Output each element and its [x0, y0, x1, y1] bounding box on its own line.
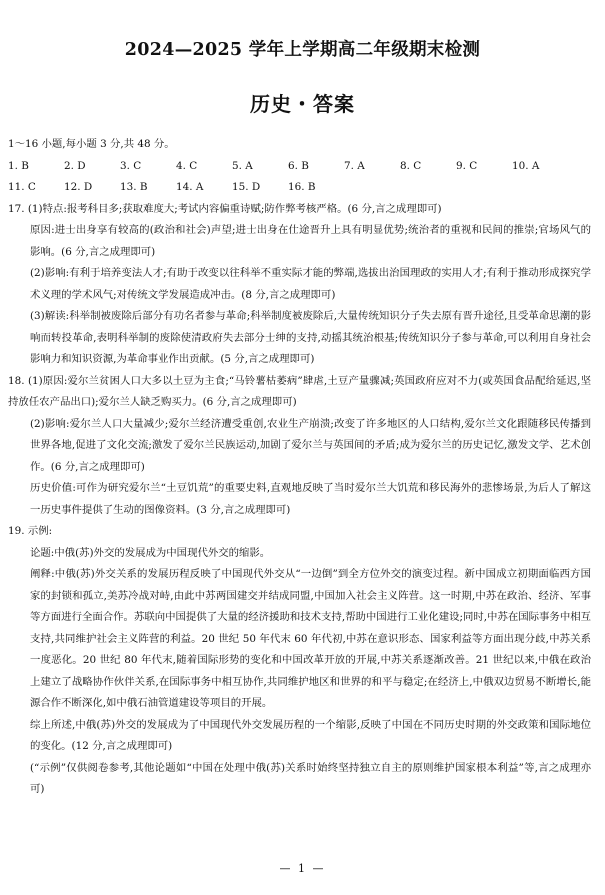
mc-answer: 5. A	[232, 159, 253, 172]
mc-answer: 10. A	[512, 159, 540, 172]
q19-note: (“示例”仅供阅卷参考,其他论题如“中国在处理中俄(苏)关系时始终坚持独立自主的原则维护国家根本利益”等,言之成理亦可)	[30, 761, 591, 795]
mc-answer: 1. B	[8, 159, 29, 172]
q18-part1-reasons: 18. (1)原因:爱尔兰贫困人口大多以土豆为主食;“马铃薯枯萎病”肆虐,土豆产量骤减;英国政府应对不力(或英国食品配给延迟,坚持放任农产品出口);爱尔兰人缺乏购买力。(6 分,言之成理即可)	[8, 374, 591, 408]
q19-conclusion: 综上所述,中俄(苏)外交的发展成为了中国现代外交发展历程的一个缩影,反映了中国在不同历史时期的外交政策和国际地位的变化。(12 分,言之成理即可)	[30, 718, 591, 752]
exam-title: 2024—2025 学年上学期高二年级期末检测	[124, 40, 481, 60]
mc-answer: 3. C	[120, 159, 142, 172]
mc-intro: 1～16 小题,每小题 3 分,共 48 分。	[8, 138, 175, 150]
mc-answer: 11. C	[8, 181, 36, 193]
q18-historical-value: 历史价值:可作为研究爱尔兰“土豆饥荒”的重要史料,直观地反映了当时爱尔兰大饥荒和移民海外的悲惨场景,为后人了解这一历史事件提供了生动的图像资料。(3 分,言之成理即可)	[30, 482, 591, 516]
q19-explanation: 阐释:中俄(苏)外交关系的发展历程反映了中国现代外交从“一边倒”到全方位外交的演变过程。新中国成立初期面临西方国家的封锁和孤立,美苏冷战对峙,由此中苏两国建交并结成同盟,中国加入社会主义阵营。这一时期,中苏在政治、经济、军事等方面进行全面合作。苏联向中国提供了大量的经济援助和技术支持,帮助中国进行工业化建设;同时,中苏在国际事务中相互支持,共同维护社会主义阵营的利益。20 世纪 50 年代末 60 年代初,中苏在意识形态、国家利益等方面出现分歧,中苏关系一度恶化。20 世纪 80 年代末,随着国际形势的变化和中国改革开放的开展,中苏关系逐渐改善。21 世纪以来,中俄在政治上建立了战略协作伙伴关系,在国际事务中相互协作,共同维护地区和世界的和平与稳定;在经济上,中俄双边贸易不断增长,能源合作不断深化,如中俄石油管道建设等项目的开展。	[30, 568, 591, 709]
q19-thesis: 论题:中俄(苏)外交的发展成为中国现代外交的缩影。	[30, 546, 271, 559]
mc-answer: 7. A	[344, 159, 365, 172]
mc-answer: 4. C	[176, 159, 198, 172]
mc-answer: 13. B	[120, 181, 148, 193]
q17-part2-impact: (2)影响:有利于培养变法人才;有助于改变以往科举不重实际才能的弊端,选拔出治国理政的实用人才;有利于推动形成探究学术义理的学术风气;对传统文学发展造成冲击。(8 分,言之成理即可)	[30, 267, 591, 301]
q18-part2-impact: (2)影响:爱尔兰人口大量减少;爱尔兰经济遭受重创,农业生产崩溃;改变了许多地区的人口结构,爱尔兰文化跟随移民传播到世界各地,促进了文化交流;激发了爱尔兰民族运动,加剧了爱尔兰与英国间的矛盾;成为爱尔兰的历史记忆,激发文学、艺术创作。(6 分,言之成理即可)	[30, 417, 591, 473]
mc-answer: 14. A	[176, 181, 204, 193]
page-number: — 1 —	[279, 862, 326, 875]
mc-answer: 12. D	[64, 181, 93, 193]
mc-answer: 2. D	[64, 159, 86, 172]
mc-answer: 15. D	[232, 181, 261, 193]
q19-label: 19. 示例:	[8, 525, 53, 537]
mc-answer: 16. B	[288, 181, 316, 193]
answer-subtitle: 历史・答案	[250, 92, 355, 116]
mc-answer: 8. C	[400, 159, 422, 172]
q17-part1-reasons: 原因:进士出身享有较高的(政治和社会)声望;进士出身在仕途晋升上具有明显优势;统治者的重视和民间的推崇;官场风气的影响。(6 分,言之成理即可)	[30, 224, 591, 258]
mc-answers-row-2	[8, 177, 591, 199]
mc-answer: 6. B	[288, 159, 309, 172]
mc-answers-row-1	[8, 156, 591, 178]
answer-body	[8, 134, 591, 801]
q17-part3-interpretation: (3)解读:科举制被废除后部分有功名者参与革命;科举制度被废除后,大量传统知识分子失去原有晋升途径,且受革命思潮的影响而转投革命,表明科举制的废除使清政府失去部分士绅的支持,动摇其统治根基;传统知识分子参与革命,可以利用自身社会影响力和知识资源,为革命事业作出贡献。(5 分,言之成理即可)	[30, 310, 591, 365]
q17-part1-features: 17. (1)特点:报考科目多;获取难度大;考试内容偏重诗赋;防作弊考核严格。(6 分,言之成理即可)	[8, 202, 442, 215]
mc-answer: 9. C	[456, 159, 478, 172]
